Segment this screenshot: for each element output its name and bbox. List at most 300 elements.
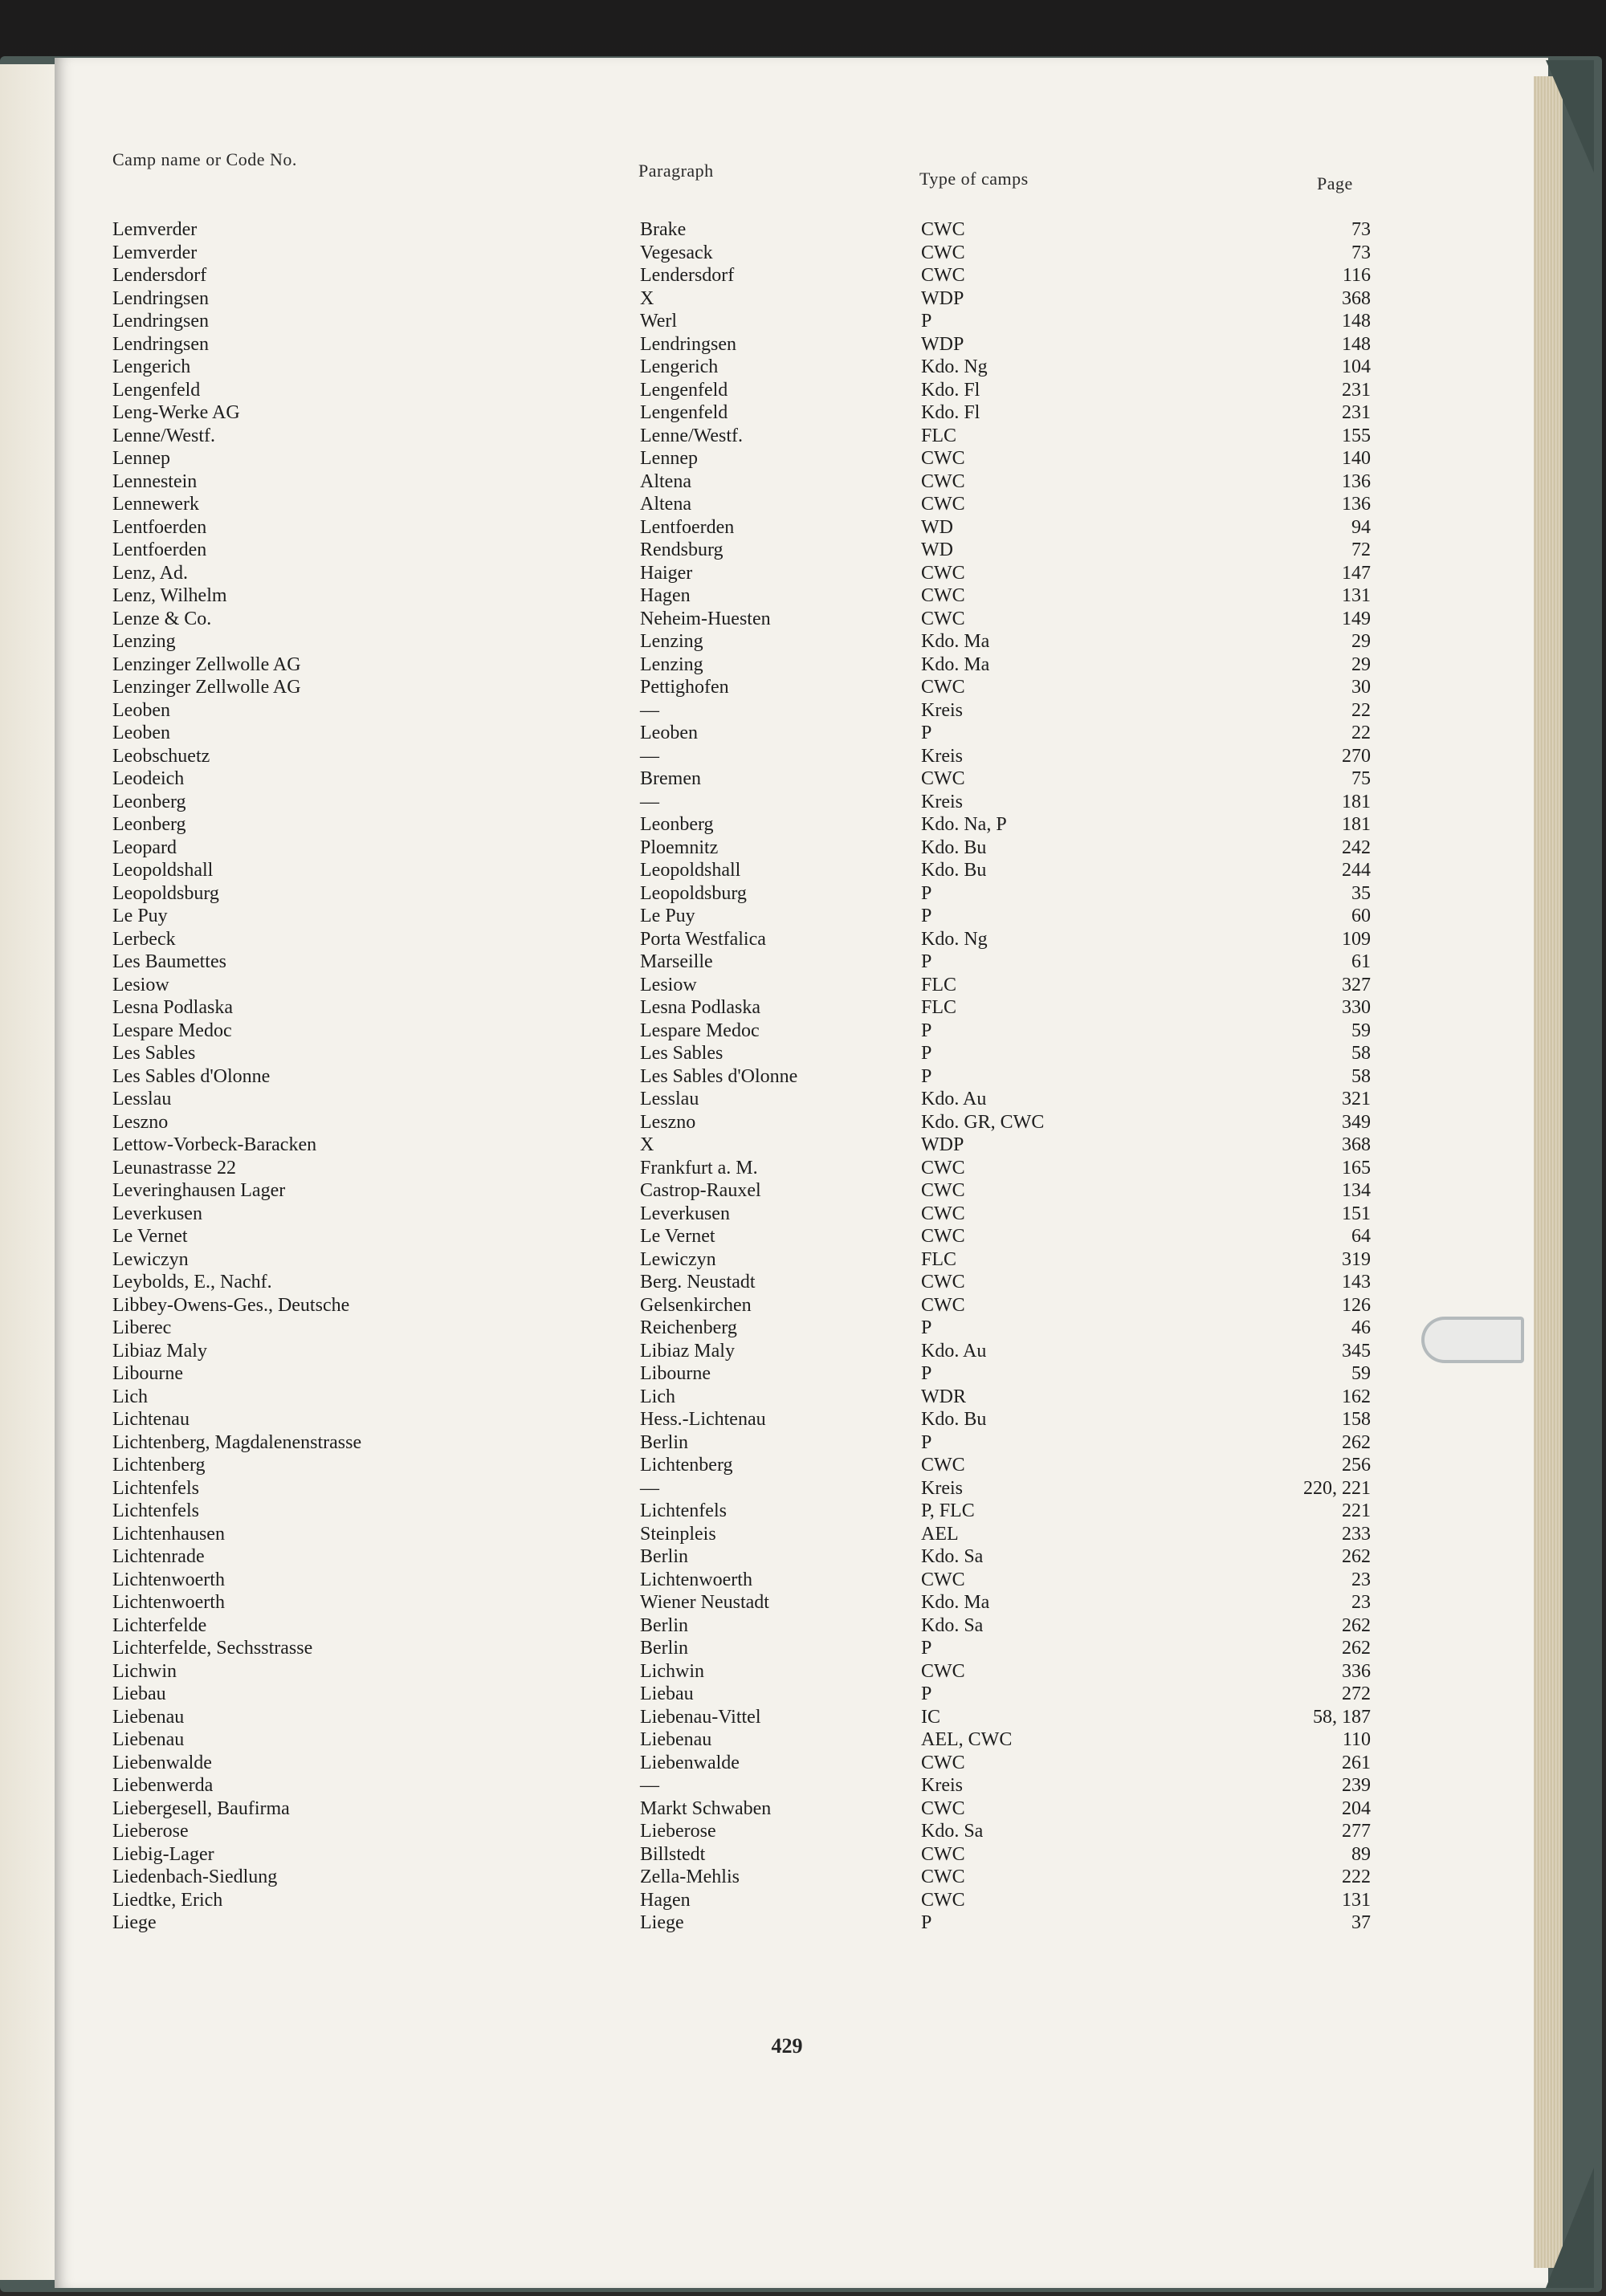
camp-name: Lettow-Vorbeck-Baracken xyxy=(112,1134,317,1155)
paragraph: Lengenfeld xyxy=(640,402,728,423)
table-row xyxy=(0,1294,1606,1317)
table-row xyxy=(0,356,1606,378)
camp-name: Lengenfeld xyxy=(112,379,201,401)
table-row xyxy=(0,242,1606,264)
page-ref: 110 xyxy=(1342,1729,1371,1750)
camp-name: Leoben xyxy=(112,699,170,721)
camp-name: Leszno xyxy=(112,1111,169,1133)
camp-type: Kreis xyxy=(921,745,963,767)
paragraph: Liege xyxy=(640,1912,684,1933)
camp-name: Leybolds, E., Nachf. xyxy=(112,1272,272,1293)
table-row xyxy=(0,1477,1606,1500)
page-ref: 136 xyxy=(1342,494,1371,515)
page-ref: 58 xyxy=(1351,1065,1371,1087)
camp-name: Le Puy xyxy=(112,906,168,926)
camp-name: Lieberose xyxy=(112,1821,189,1842)
header-page: Page xyxy=(1317,173,1353,193)
camp-type: CWC xyxy=(921,1272,965,1293)
camp-type: FLC xyxy=(921,974,957,995)
camp-name: Liedenbach-Siedlung xyxy=(112,1867,278,1887)
camp-name: Liebenau xyxy=(112,1729,185,1750)
table-row xyxy=(0,287,1606,310)
page-ref: 58 xyxy=(1351,1043,1371,1064)
paragraph: Haiger xyxy=(640,562,693,584)
camp-type: Kdo. GR, CWC xyxy=(921,1111,1045,1133)
page-ref: 94 xyxy=(1351,516,1371,538)
camp-type: P xyxy=(921,1065,932,1087)
page-number: 429 xyxy=(771,2034,803,2058)
camp-name: Leopoldsburg xyxy=(112,882,219,904)
table-row xyxy=(0,493,1606,515)
camp-type: WDR xyxy=(921,1386,966,1407)
camp-type: WDP xyxy=(921,1134,964,1155)
page-ref: 22 xyxy=(1351,723,1371,743)
paragraph: Leopoldsburg xyxy=(640,882,747,904)
camp-type: AEL, CWC xyxy=(921,1729,1013,1750)
table-row xyxy=(0,1523,1606,1545)
camp-name: Lendersdorf xyxy=(112,265,207,286)
page-ref: 231 xyxy=(1342,379,1371,401)
paragraph: Leverkusen xyxy=(640,1203,730,1224)
table-row xyxy=(0,1500,1606,1522)
camp-name: Lichterfelde, Sechsstrasse xyxy=(112,1638,313,1659)
page-ref: 221 xyxy=(1342,1500,1371,1521)
camp-type: CWC xyxy=(921,219,965,240)
paragraph: — xyxy=(640,791,659,812)
camp-type: CWC xyxy=(921,1180,965,1201)
camp-type: Kreis xyxy=(921,1477,963,1499)
table-row xyxy=(0,1911,1606,1934)
camp-name: Leng-Werke AG xyxy=(112,402,240,423)
camp-name: Lichtenrade xyxy=(112,1546,205,1567)
paragraph: X xyxy=(640,287,654,309)
camp-type: P xyxy=(921,1638,932,1659)
camp-type: WDP xyxy=(921,333,964,355)
camp-name: Lenz, Wilhelm xyxy=(112,585,227,606)
paragraph: Lewiczyn xyxy=(640,1248,716,1270)
page-ref: 72 xyxy=(1351,539,1371,560)
camp-name: Lichwin xyxy=(112,1660,177,1682)
camp-type: P xyxy=(921,1043,932,1064)
page-ref: 181 xyxy=(1342,814,1371,835)
page-ref: 37 xyxy=(1351,1912,1371,1933)
table-row xyxy=(0,653,1606,676)
table-row xyxy=(0,218,1606,241)
table-row xyxy=(0,379,1606,401)
paragraph: Rendsburg xyxy=(640,539,724,560)
camp-name: Libiaz Maly xyxy=(112,1340,207,1362)
table-row xyxy=(0,928,1606,951)
page-ref: 58, 187 xyxy=(1313,1706,1371,1728)
table-row xyxy=(0,1225,1606,1248)
camp-name: Lenzinger Zellwolle AG xyxy=(112,677,301,698)
paragraph: Lich xyxy=(640,1386,675,1407)
camp-type: FLC xyxy=(921,997,957,1018)
table-row xyxy=(0,264,1606,287)
paragraph: Castrop-Rauxel xyxy=(640,1180,761,1201)
camp-name: Leonberg xyxy=(112,814,186,835)
paragraph: Marseille xyxy=(640,951,713,972)
paragraph: Lendringsen xyxy=(640,333,736,355)
paragraph: Libourne xyxy=(640,1363,711,1384)
paragraph: Lendersdorf xyxy=(640,265,735,286)
camp-name: Lenne/Westf. xyxy=(112,425,216,446)
table-row xyxy=(0,1637,1606,1659)
paragraph: Lentfoerden xyxy=(640,516,735,538)
camp-type: Kdo. Bu xyxy=(921,1409,987,1430)
page-ref: 73 xyxy=(1351,219,1371,240)
camp-name: Lesslau xyxy=(112,1089,172,1109)
page-ref: 256 xyxy=(1342,1455,1371,1476)
table-row xyxy=(0,722,1606,744)
camp-type: Kreis xyxy=(921,791,963,812)
page-ref: 149 xyxy=(1342,608,1371,629)
page-ref: 64 xyxy=(1351,1226,1371,1247)
paragraph: Hagen xyxy=(640,585,691,606)
page-ref: 220, 221 xyxy=(1303,1477,1371,1499)
camp-type: CWC xyxy=(921,1752,965,1773)
paragraph: Altena xyxy=(640,470,691,492)
camp-type: FLC xyxy=(921,425,957,446)
page-ref: 368 xyxy=(1342,287,1371,309)
paragraph: Leonberg xyxy=(640,814,714,835)
page-ref: 155 xyxy=(1342,425,1371,446)
camp-type: FLC xyxy=(921,1248,957,1270)
page-ref: 162 xyxy=(1342,1386,1371,1407)
page-ref: 330 xyxy=(1342,997,1371,1018)
table-row xyxy=(0,1408,1606,1431)
page-ref: 23 xyxy=(1351,1592,1371,1613)
table-row xyxy=(0,1866,1606,1888)
camp-name: Lenz, Ad. xyxy=(112,562,188,584)
page-ref: 29 xyxy=(1351,631,1371,652)
page-ref: 73 xyxy=(1351,242,1371,263)
header-camp-name: Camp name or Code No. xyxy=(112,149,297,169)
camp-name: Lichtenfels xyxy=(112,1477,199,1499)
page-ref: 143 xyxy=(1342,1272,1371,1293)
table-row xyxy=(0,745,1606,767)
camp-type: P xyxy=(921,906,932,926)
camp-name: Leobschuetz xyxy=(112,745,210,767)
camp-type: P xyxy=(921,311,932,332)
camp-name: Lesna Podlaska xyxy=(112,997,233,1018)
page-ref: 148 xyxy=(1342,333,1371,355)
camp-name: Liebig-Lager xyxy=(112,1843,214,1865)
paragraph: Le Vernet xyxy=(640,1226,715,1247)
paragraph: Lichtenwoerth xyxy=(640,1569,752,1590)
camp-type: CWC xyxy=(921,1157,965,1179)
camp-name: Leverkusen xyxy=(112,1203,202,1224)
page-ref: 59 xyxy=(1351,1020,1371,1041)
camp-type: WD xyxy=(921,539,953,560)
table-row xyxy=(0,562,1606,584)
paragraph: Ploemnitz xyxy=(640,837,719,858)
camp-type: CWC xyxy=(921,677,965,698)
camp-name: Liedtke, Erich xyxy=(112,1889,223,1911)
camp-type: Kdo. Ma xyxy=(921,653,990,675)
camp-name: Lendringsen xyxy=(112,287,209,309)
page-ref: 244 xyxy=(1342,860,1371,881)
table-row xyxy=(0,1248,1606,1271)
table-row xyxy=(0,1111,1606,1134)
camp-name: Lichtenwoerth xyxy=(112,1592,225,1613)
page-ref: 30 xyxy=(1351,677,1371,698)
paragraph: Berlin xyxy=(640,1614,688,1636)
page-ref: 262 xyxy=(1342,1614,1371,1636)
camp-type: P xyxy=(921,1431,932,1453)
camp-type: CWC xyxy=(921,1203,965,1224)
page-ref: 23 xyxy=(1351,1569,1371,1590)
camp-name: Lichterfelde xyxy=(112,1614,207,1636)
camp-type: Kdo. Fl xyxy=(921,379,980,401)
page-ref: 368 xyxy=(1342,1134,1371,1155)
camp-name: Lemverder xyxy=(112,242,198,263)
table-row xyxy=(0,1797,1606,1820)
table-row xyxy=(0,1157,1606,1179)
camp-type: CWC xyxy=(921,265,965,286)
table-row xyxy=(0,1889,1606,1911)
table-row xyxy=(0,974,1606,996)
camp-name: Le Vernet xyxy=(112,1226,188,1247)
paragraph: Lesiow xyxy=(640,974,697,995)
camp-name: Lennep xyxy=(112,448,170,469)
table-row xyxy=(0,584,1606,607)
camp-name: Leopoldshall xyxy=(112,860,214,881)
camp-type: P xyxy=(921,882,932,904)
camp-name: Liebau xyxy=(112,1683,166,1704)
paragraph: Lenzing xyxy=(640,631,703,652)
camp-type: CWC xyxy=(921,1889,965,1911)
paragraph: Altena xyxy=(640,494,691,515)
header-type-of-camps: Type of camps xyxy=(919,169,1029,189)
paragraph: — xyxy=(640,1775,659,1796)
page-ref: 181 xyxy=(1342,791,1371,812)
camp-name: Libbey-Owens-Ges., Deutsche xyxy=(112,1294,350,1316)
paragraph: Lespare Medoc xyxy=(640,1020,760,1041)
table-row xyxy=(0,1820,1606,1842)
page-ref: 46 xyxy=(1351,1317,1371,1338)
page-ref: 262 xyxy=(1342,1546,1371,1567)
table-row xyxy=(0,1545,1606,1568)
paragraph: Lesslau xyxy=(640,1089,699,1109)
paragraph: Wiener Neustadt xyxy=(640,1592,769,1613)
camp-type: Kdo. Ma xyxy=(921,631,990,652)
paragraph: Les Sables xyxy=(640,1043,724,1064)
paragraph: Reichenberg xyxy=(640,1317,737,1338)
paragraph: Berlin xyxy=(640,1546,688,1567)
paragraph: Le Puy xyxy=(640,906,695,926)
table-row xyxy=(0,1065,1606,1088)
camp-name: Lendringsen xyxy=(112,333,209,355)
page-ref: 321 xyxy=(1342,1089,1371,1109)
paragraph: Lichtenberg xyxy=(640,1455,733,1476)
table-row xyxy=(0,1614,1606,1637)
paragraph: Hess.-Lichtenau xyxy=(640,1409,766,1430)
camp-type: CWC xyxy=(921,242,965,263)
paragraph: Liebenwalde xyxy=(640,1752,740,1773)
camp-name: Lengerich xyxy=(112,356,191,377)
camp-name: Liebergesell, Baufirma xyxy=(112,1797,290,1819)
camp-name: Lichtenberg, Magdalenenstrasse xyxy=(112,1431,362,1453)
table-row xyxy=(0,791,1606,813)
table-row xyxy=(0,1660,1606,1683)
paragraph: Liebau xyxy=(640,1683,694,1704)
page-ref: 231 xyxy=(1342,402,1371,423)
camp-name: Liege xyxy=(112,1912,157,1933)
paragraph: Werl xyxy=(640,311,678,332)
paragraph: Gelsenkirchen xyxy=(640,1294,752,1316)
table-row xyxy=(0,1020,1606,1042)
table-row xyxy=(0,1179,1606,1202)
table-row xyxy=(0,470,1606,493)
table-row xyxy=(0,1728,1606,1751)
camp-name: Lentfoerden xyxy=(112,539,207,560)
camp-type: CWC xyxy=(921,1569,965,1590)
table-row xyxy=(0,1042,1606,1065)
camp-name: Leveringhausen Lager xyxy=(112,1180,286,1201)
camp-type: P xyxy=(921,723,932,743)
table-row xyxy=(0,859,1606,881)
page-ref: 336 xyxy=(1342,1660,1371,1682)
page-ref: 140 xyxy=(1342,448,1371,469)
page-ref: 104 xyxy=(1342,356,1371,377)
table-row xyxy=(0,630,1606,653)
camp-name: Lenzinger Zellwolle AG xyxy=(112,653,301,675)
table-row xyxy=(0,1203,1606,1225)
paragraph: Lennep xyxy=(640,448,698,469)
table-row xyxy=(0,1088,1606,1110)
paragraph: Liebenau-Vittel xyxy=(640,1706,761,1728)
paragraph: Lesna Podlaska xyxy=(640,997,760,1018)
table-row xyxy=(0,1271,1606,1293)
table-row xyxy=(0,1569,1606,1591)
camp-type: CWC xyxy=(921,585,965,606)
camp-name: Lesiow xyxy=(112,974,169,995)
table-row xyxy=(0,310,1606,332)
paragraph: Brake xyxy=(640,219,687,240)
camp-type: Kdo. Ng xyxy=(921,928,988,950)
paragraph: Les Sables d'Olonne xyxy=(640,1065,798,1087)
camp-name: Lerbeck xyxy=(112,928,176,950)
paragraph: Billstedt xyxy=(640,1843,706,1865)
page-ref: 345 xyxy=(1342,1340,1371,1362)
page-ref: 319 xyxy=(1342,1248,1371,1270)
page-ref: 165 xyxy=(1342,1157,1371,1179)
table-row xyxy=(0,951,1606,973)
camp-type: CWC xyxy=(921,448,965,469)
table-row xyxy=(0,447,1606,470)
camp-name: Lichtenau xyxy=(112,1409,190,1430)
page-ref: 131 xyxy=(1342,585,1371,606)
paragraph: Lichtenfels xyxy=(640,1500,727,1521)
camp-name: Lichtenberg xyxy=(112,1455,206,1476)
page-ref: 204 xyxy=(1342,1797,1371,1819)
paragraph: Markt Schwaben xyxy=(640,1797,772,1819)
camp-type: Kdo. Sa xyxy=(921,1614,984,1636)
camp-type: CWC xyxy=(921,470,965,492)
paragraph: Lenne/Westf. xyxy=(640,425,744,446)
table-row xyxy=(0,1706,1606,1728)
page-ref: 277 xyxy=(1342,1821,1371,1842)
camp-type: CWC xyxy=(921,1455,965,1476)
camp-type: P xyxy=(921,1912,932,1933)
camp-type: Kdo. Na, P xyxy=(921,814,1007,835)
table-row xyxy=(0,1317,1606,1339)
page-ref: 22 xyxy=(1351,699,1371,721)
page-ref: 158 xyxy=(1342,1409,1371,1430)
page-ref: 147 xyxy=(1342,562,1371,584)
camp-type: CWC xyxy=(921,608,965,629)
table-row xyxy=(0,1431,1606,1454)
camp-name: Leonberg xyxy=(112,791,186,812)
table-row xyxy=(0,1386,1606,1408)
table-row xyxy=(0,699,1606,722)
camp-name: Lespare Medoc xyxy=(112,1020,232,1041)
camp-name: Les Baumettes xyxy=(112,951,226,972)
paragraph: Pettighofen xyxy=(640,677,729,698)
table-row xyxy=(0,425,1606,447)
page-ref: 35 xyxy=(1351,882,1371,904)
camp-name: Liebenau xyxy=(112,1706,185,1728)
page-ref: 272 xyxy=(1342,1683,1371,1704)
table-row xyxy=(0,608,1606,630)
table-row xyxy=(0,516,1606,539)
camp-type: CWC xyxy=(921,494,965,515)
camp-type: AEL xyxy=(921,1523,959,1545)
page-ref: 75 xyxy=(1351,768,1371,789)
paragraph: Bremen xyxy=(640,768,701,789)
table-row xyxy=(0,1752,1606,1774)
page-ref: 60 xyxy=(1351,906,1371,926)
camp-type: Kdo. Sa xyxy=(921,1546,984,1567)
paragraph: Leopoldshall xyxy=(640,860,741,881)
table-row xyxy=(0,1774,1606,1797)
paragraph: Lenzing xyxy=(640,653,703,675)
camp-type: Kreis xyxy=(921,699,963,721)
camp-type: WDP xyxy=(921,287,964,309)
page-ref: 61 xyxy=(1351,951,1371,972)
camp-type: Kdo. Sa xyxy=(921,1821,984,1842)
camp-type: IC xyxy=(921,1706,940,1728)
page-ref: 262 xyxy=(1342,1431,1371,1453)
camp-type: Kdo. Ma xyxy=(921,1592,990,1613)
table-row xyxy=(0,767,1606,790)
table-row xyxy=(0,813,1606,836)
paragraph: — xyxy=(640,1477,659,1499)
paragraph: Frankfurt a. M. xyxy=(640,1157,758,1179)
camp-name: Les Sables d'Olonne xyxy=(112,1065,271,1087)
camp-type: P xyxy=(921,1020,932,1041)
page-ref: 89 xyxy=(1351,1843,1371,1865)
camp-type: P xyxy=(921,1317,932,1338)
table-row xyxy=(0,1454,1606,1476)
camp-name: Lenzing xyxy=(112,631,176,652)
paragraph: Steinpleis xyxy=(640,1523,716,1545)
paragraph: — xyxy=(640,699,659,721)
paragraph: Leoben xyxy=(640,723,698,743)
camp-type: P xyxy=(921,951,932,972)
camp-name: Lenze & Co. xyxy=(112,608,212,629)
table-row xyxy=(0,1134,1606,1156)
page-ref: 233 xyxy=(1342,1523,1371,1545)
camp-name: Lewiczyn xyxy=(112,1248,189,1270)
camp-name: Lichtenfels xyxy=(112,1500,199,1521)
paragraph: Berlin xyxy=(640,1431,688,1453)
paragraph: Lengenfeld xyxy=(640,379,728,401)
page-ref: 151 xyxy=(1342,1203,1371,1224)
table-row xyxy=(0,1683,1606,1705)
page-ref: 148 xyxy=(1342,311,1371,332)
